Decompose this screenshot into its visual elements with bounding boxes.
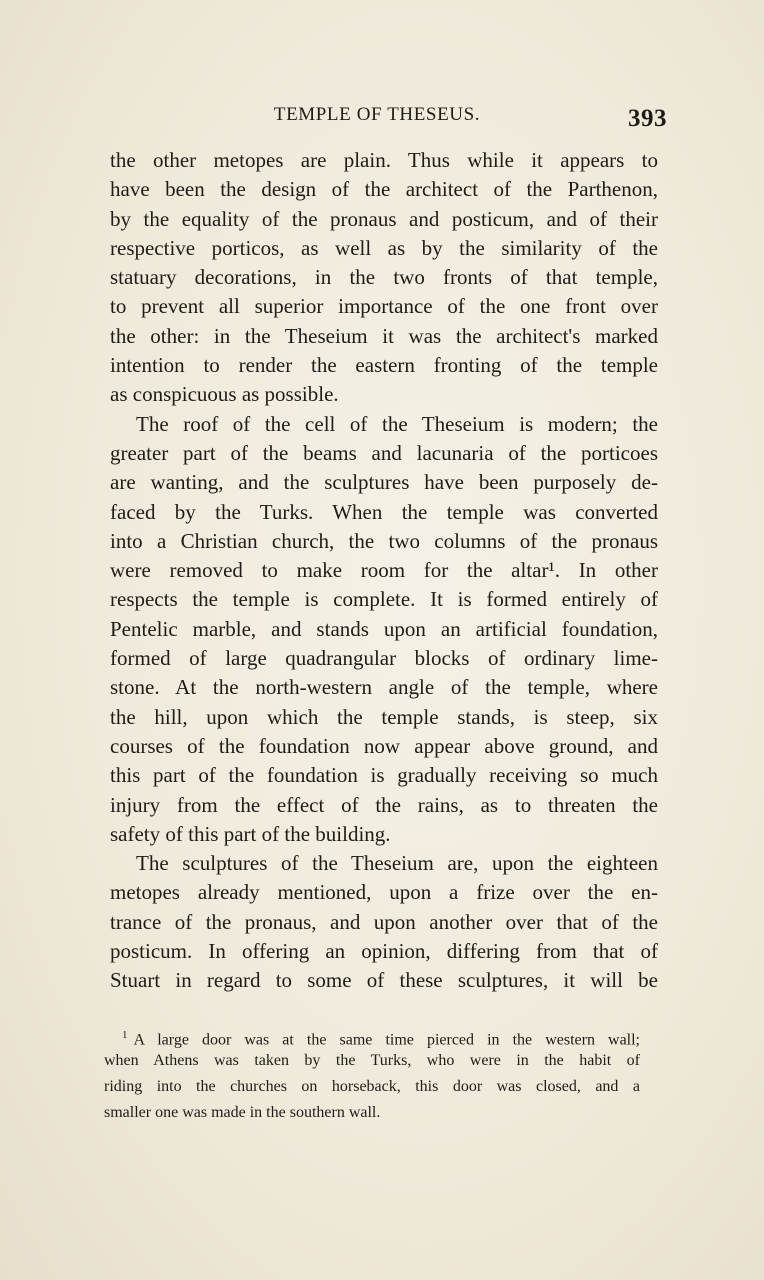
text-line: faced by the Turks. When the temple was converted — [110, 499, 658, 524]
text-line: safety of this part of the building. — [110, 821, 391, 846]
text-line: this part of the foundation is gradually receiving so much — [110, 763, 658, 788]
text-line: trance of the pronaus, and upon another over that of the — [110, 909, 658, 934]
footnote-line: riding into the churches on horseback, this door was closed, and a — [104, 1078, 640, 1095]
body-text — [110, 146, 658, 996]
footnote-line: smaller one was made in the southern wall. — [104, 1104, 381, 1121]
page-number: 393 — [628, 105, 667, 132]
running-title-text: TEMPLE OF THESEUS. — [273, 104, 481, 125]
text-line: are wanting, and the sculptures have been purposely de- — [110, 470, 658, 495]
text-line: by the equality of the pronaus and posticum, and of their — [110, 206, 658, 231]
footnote — [104, 1022, 640, 1126]
text-line: Pentelic marble, and stands upon an artificial foundation, — [110, 616, 658, 641]
text-line: the other metopes are plain. Thus while it appears to — [110, 148, 658, 172]
footnote-line: when Athens was taken by the Turks, who were in the habit of — [104, 1052, 640, 1069]
text-line: into a Christian church, the two columns of the pronaus — [110, 528, 658, 553]
text-line: were removed to make room for the altar¹. In other — [110, 558, 658, 583]
footnote-mark: 1 — [122, 1029, 128, 1041]
text-line: The roof of the cell of the Theseium is modern; the — [136, 411, 658, 436]
text-line: greater part of the beams and lacunaria of the porticoes — [110, 440, 658, 465]
text-line: respects the temple is complete. It is formed entirely of — [110, 587, 658, 612]
text-line: respective porticos, as well as by the similarity of the — [110, 235, 658, 260]
text-line: posticum. In offering an opinion, differing from that of — [110, 939, 658, 964]
text-line: formed of large quadrangular blocks of ordinary lime- — [110, 646, 658, 671]
text-line: the hill, upon which the temple stands, is steep, six — [110, 704, 658, 729]
text-line: courses of the foundation now appear above ground, and — [110, 733, 658, 758]
text-line: The sculptures of the Theseium are, upon the eighteen — [136, 851, 658, 876]
text-line: as conspicuous as possible. — [110, 382, 339, 407]
text-line: have been the design of the architect of the Parthenon, — [110, 177, 658, 202]
footnote-line — [104, 1022, 640, 1048]
text-line: stone. At the north-western angle of the temple, where — [110, 675, 658, 700]
text-line: to prevent all superior importance of the one front over — [110, 294, 658, 319]
text-line: statuary decorations, in the two fronts of that temple, — [110, 265, 658, 290]
text-line: metopes already mentioned, upon a frize over the en- — [110, 880, 658, 905]
footnote-text: A large door was at the same time pierced in the western wall; — [133, 1031, 640, 1049]
text-line: injury from the effect of the rains, as to threaten the — [110, 792, 658, 817]
text-line: the other: in the Theseium it was the architect's marked — [110, 323, 658, 348]
text-line: intention to render the eastern fronting of the temple — [110, 353, 658, 378]
text-line: Stuart in regard to some of these sculptures, it will be — [110, 968, 658, 993]
